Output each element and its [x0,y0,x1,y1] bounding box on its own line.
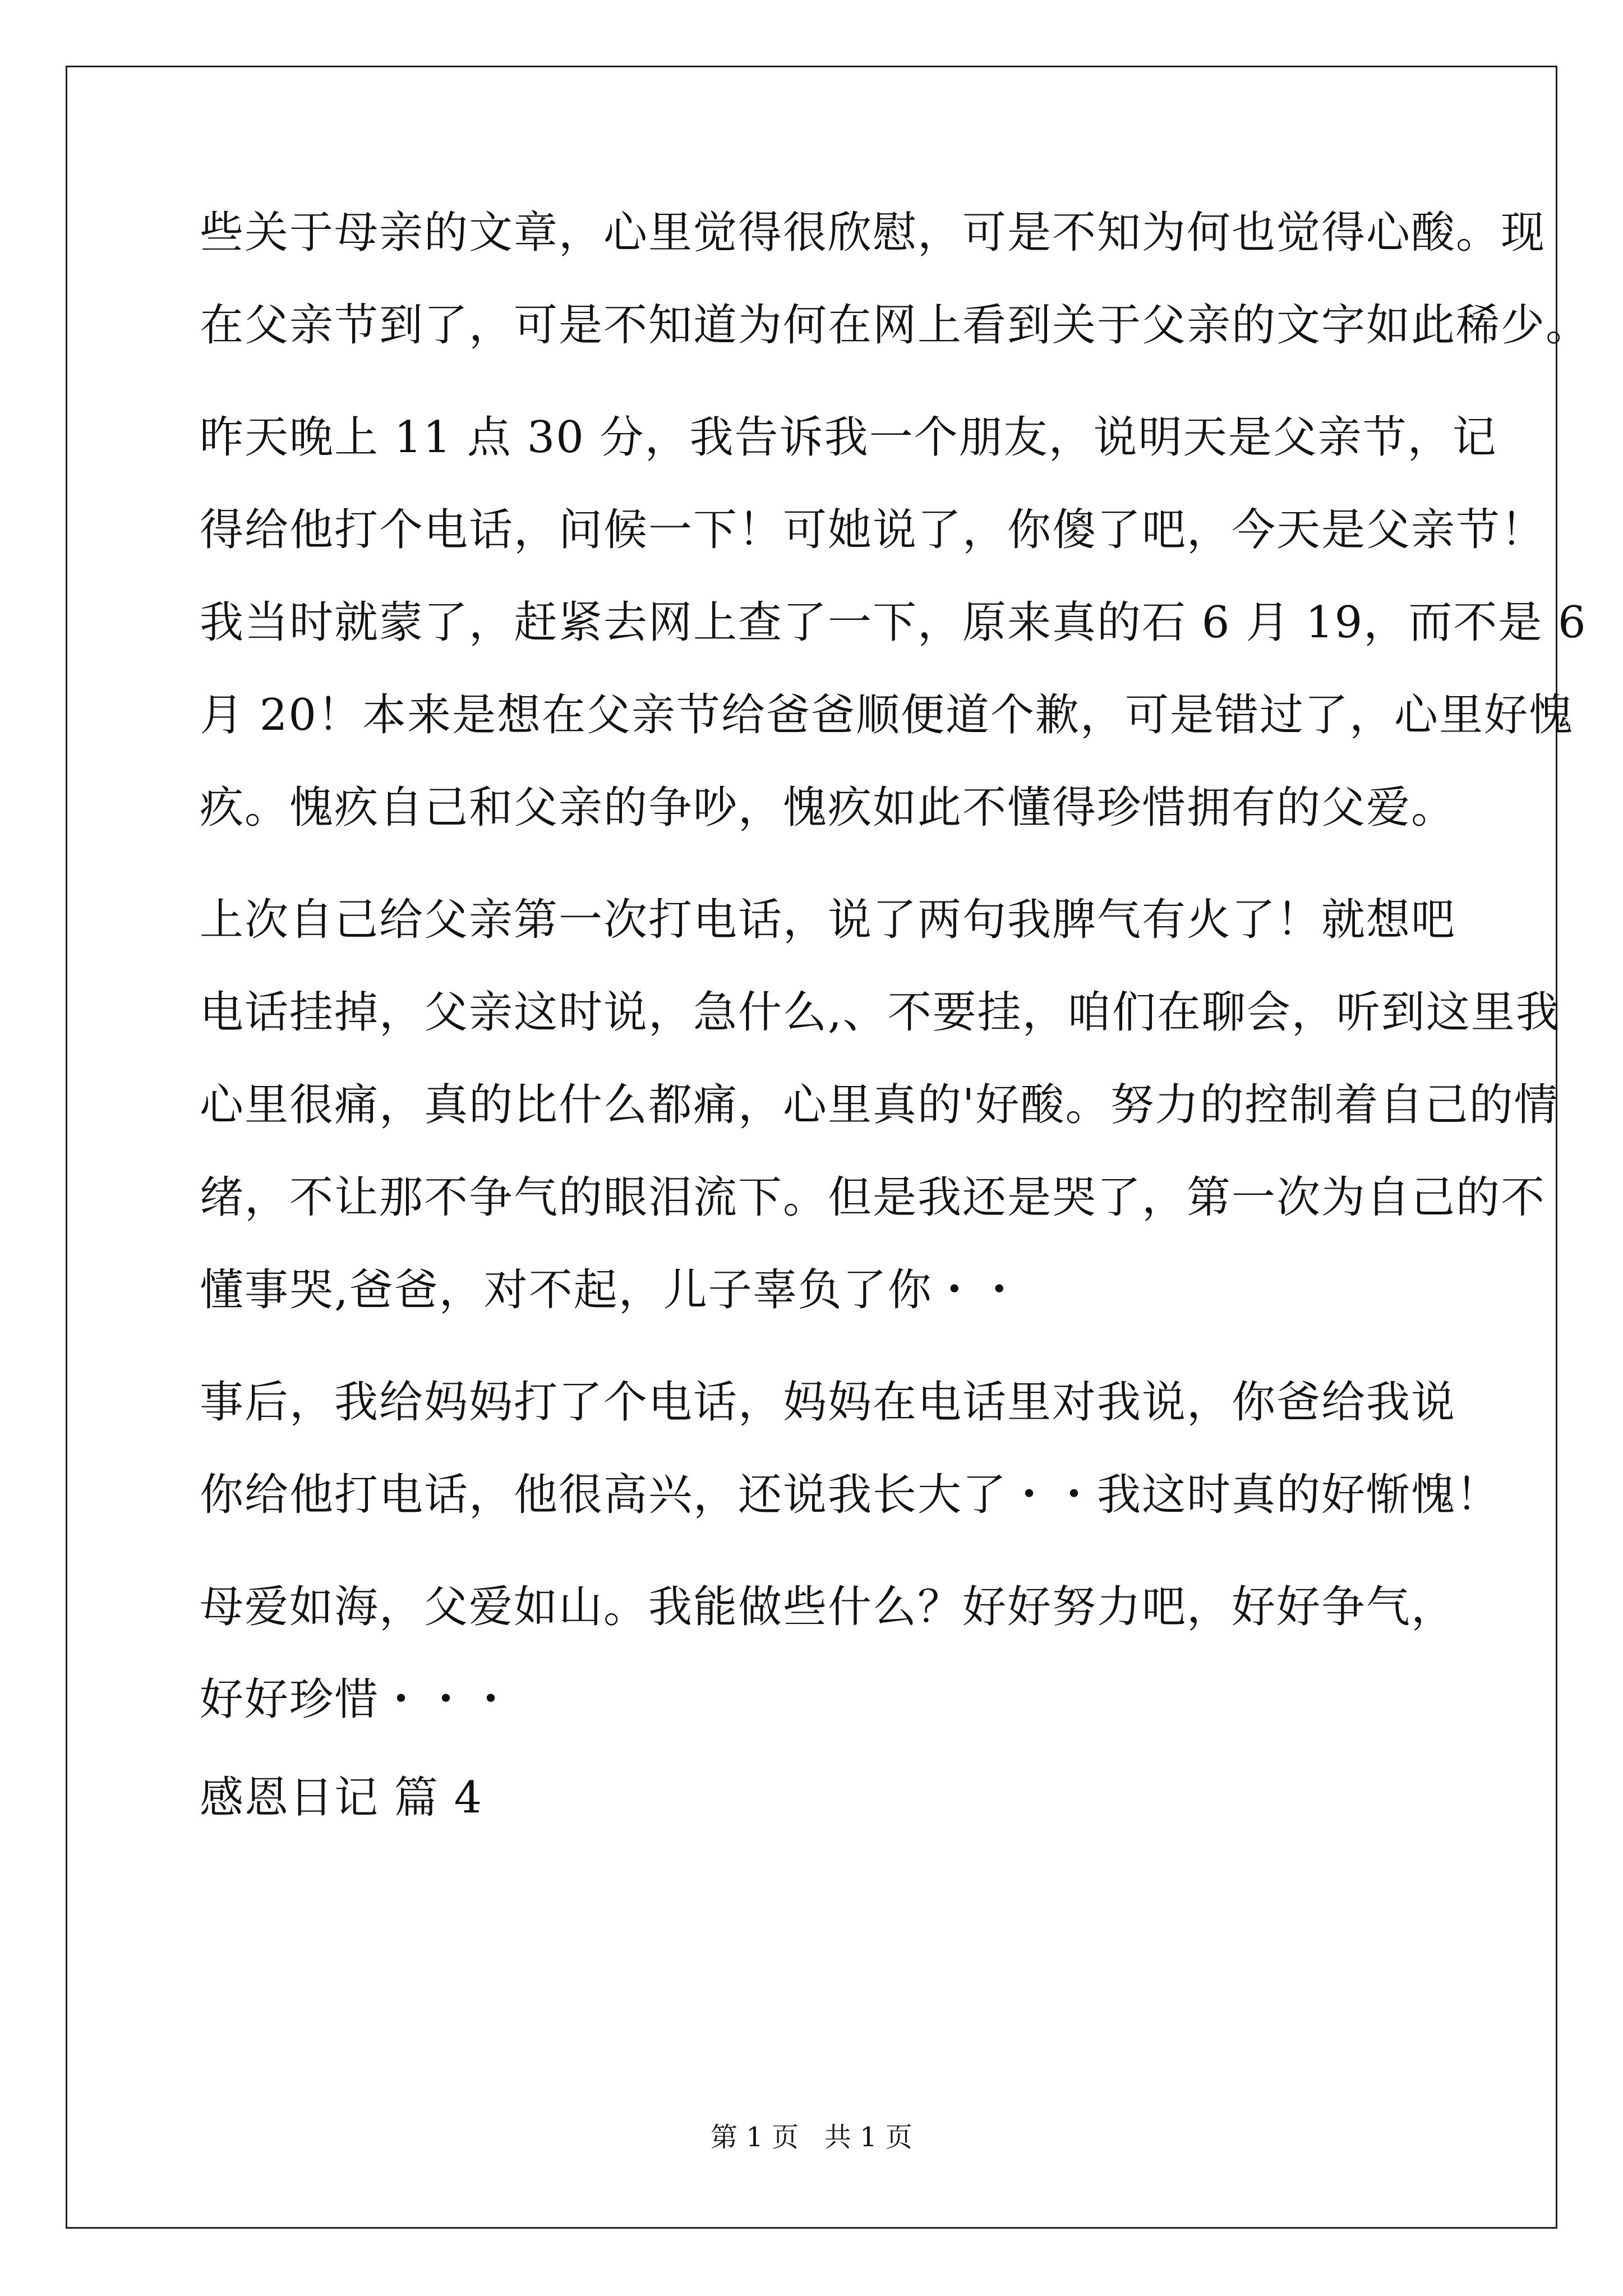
text-line: 在父亲节到了，可是不知道为何在网上看到关于父亲的文字如此稀少。 [200,300,1591,351]
text-line: 绪，不让那不争气的眼泪流下。但是我还是哭了，第一次为自己的不 [200,1172,1546,1223]
text-line: 月 20！本来是想在父亲节给爸爸顺便道个歉，可是错过了，心里好愧 [200,690,1574,740]
page-number-footer: 第 1 页 共 1 页 [711,2122,912,2153]
text-line: 我当时就蒙了，赶紧去网上查了一下，原来真的石 6 月 19，而不是 6 [200,597,1587,648]
text-line: 懂事哭,爸爸，对不起，儿子辜负了你・・ [200,1265,1022,1315]
page-border [66,66,1557,2229]
text-line: 昨天晚上 11 点 30 分，我告诉我一个朋友，说明天是父亲节，记 [200,412,1497,463]
text-line: 你给他打电话，他很高兴，还说我长大了・・我这时真的好惭愧！ [200,1470,1501,1520]
text-line: 母爱如海，父爱如山。我能做些什么？好好努力吧，好好争气， [200,1582,1456,1632]
text-line: 些关于母亲的文章，心里觉得很欣慰，可是不知为何也觉得心酸。现 [200,208,1546,258]
text-line: 得给他打个电话，问候一下！可她说了，你傻了吧，今天是父亲节！ [200,505,1546,555]
text-line: 好好珍惜・・・ [200,1674,514,1725]
text-line: 心里很痛，真的比什么都痛，心里真的'好酸。努力的控制着自己的情 [200,1080,1559,1130]
section-heading: 感恩日记 篇 4 [200,1773,483,1823]
text-line: 事后，我给妈妈打了个电话，妈妈在电话里对我说，你爸给我说 [200,1377,1456,1428]
text-line: 电话挂掉，父亲这时说，急什么,、不要挂，咱们在聊会，听到这里我 [200,987,1561,1038]
text-line: 上次自己给父亲第一次打电话，说了两句我脾气有火了！就想吧 [200,895,1456,945]
text-line: 疚。愧疚自己和父亲的争吵，愧疚如此不懂得珍惜拥有的父爱。 [200,783,1456,833]
